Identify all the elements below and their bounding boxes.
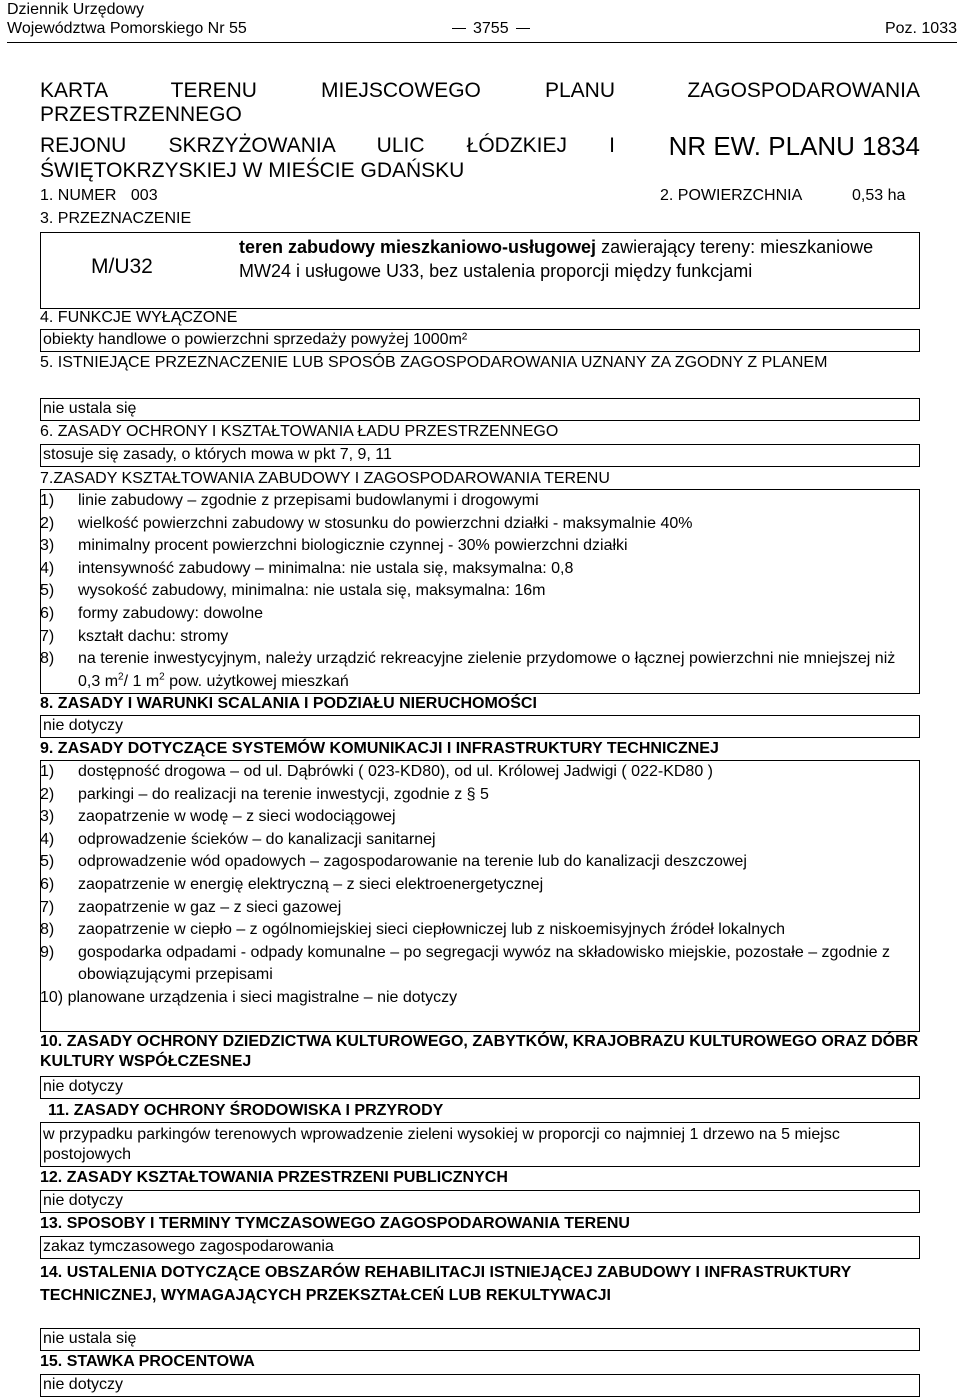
- title-line4: ŚWIĘTOKRZYSKIEJ W MIEŚCIE GDAŃSKU: [40, 159, 465, 182]
- zone-symbol: M/U32: [91, 255, 153, 278]
- list-item: 7) kształt dachu: stromy: [40, 627, 229, 645]
- title-line3-left: REJONU SKRZYŻOWANIA ULIC ŁÓDZKIEJ I: [40, 134, 615, 157]
- list-item: 7) zaopatrzenie w gaz – z sieci gazowej: [40, 898, 342, 916]
- page-number: 3755: [445, 20, 537, 38]
- funkcje-label: 4. FUNKCJE WYŁĄCZONE: [40, 309, 238, 326]
- province-issue: Województwa Pomorskiego Nr 55: [7, 20, 247, 37]
- powierzchnia-row: [660, 187, 906, 205]
- stawka-value: nie dotyczy: [40, 1374, 920, 1397]
- dziedzictwo-label: 10. ZASADY OCHRONY DZIEDZICTWA KULTUROWEGO, ZABYTKÓW, KRAJOBRAZU KULTUROWEGO ORAZ DÓBR KULTURY WSPÓŁCZESNEJ: [40, 1033, 919, 1070]
- numer-value: 003: [130, 187, 158, 204]
- zone-description-rest: zawierający tereny: mieszkaniowe MW24 i usługowe U33, bez ustalenia proporcji między funkcjami: [239, 237, 874, 281]
- scalanie-value: nie dotyczy: [40, 715, 920, 738]
- komunikacja-label: 9. ZASADY DOTYCZĄCE SYSTEMÓW KOMUNIKACJI I INFRASTRUKTURY TECHNICZNEJ: [40, 740, 719, 757]
- scalanie-label: 8. ZASADY I WARUNKI SCALANIA I PODZIAŁU NIERUCHOMOŚCI: [40, 695, 537, 712]
- title-line1-left: KARTA TERENU MIEJSCOWEGO PLANU: [40, 79, 615, 102]
- zone-description-bold: teren zabudowy mieszkaniowo-usługowej: [239, 237, 597, 257]
- zone-description: [239, 235, 899, 283]
- numer-label: 1. NUMER: [40, 187, 117, 204]
- powierzchnia-label: 2. POWIERZCHNIA: [660, 187, 803, 204]
- tymczasowe-label: 13. SPOSOBY I TERMINY TYMCZASOWEGO ZAGOSPODAROWANIA TERENU: [40, 1215, 630, 1232]
- list-item: 10) planowane urządzenia i sieci magistralne – nie dotyczy: [40, 988, 458, 1006]
- list-item: 4) odprowadzenie ścieków – do kanalizacji sanitarnej: [40, 830, 436, 848]
- header-rule: [7, 42, 957, 43]
- funkcje-value: obiekty handlowe o powierzchni sprzedaży powyżej 1000m²: [40, 329, 920, 352]
- tymczasowe-value: zakaz tymczasowego zagospodarowania: [40, 1236, 920, 1259]
- list-item: 6) formy zabudowy: dowolne: [40, 604, 263, 622]
- istniejace-value: nie ustala się: [40, 398, 920, 421]
- list-item: 9) gospodarka odpadami - odpady komunalne – po segregacji wywóz na składowisko miejskie, pozostałe – zgodnie z obowiązującymi przepisami: [40, 943, 891, 984]
- title-line2: PRZESTRZENNEGO: [40, 103, 242, 126]
- list-item: 5) odprowadzenie wód opadowych – zagospodarowanie na terenie lub do kanalizacji deszczowej: [40, 853, 747, 871]
- rehabilitacja-value: nie ustala się: [40, 1328, 920, 1351]
- zabudowa-label: 7.ZASADY KSZTAŁTOWANIA ZABUDOWY I ZAGOSPODAROWANIA TERENU: [40, 470, 610, 487]
- publiczne-label: 12. ZASADY KSZTAŁTOWANIA PRZESTRZENI PUBLICZNYCH: [40, 1169, 508, 1186]
- list-item: 8) na terenie inwestycyjnym, należy urządzić rekreacyjne zielenie przydomowe o łącznej powierzchni nie mniejszej niż 0,3 $m^2/$ 1 $m^2$ pow. użytkowej mieszkań: [40, 650, 896, 690]
- stawka-label: 15. STAWKA PROCENTOWA: [40, 1353, 255, 1370]
- powierzchnia-value: 0,53 ha: [852, 187, 906, 204]
- srodowisko-value: w przypadku parkingów terenowych wprowadzenie zieleni wysokiej w proporcji co najmniej 1 drzewo na 5 miejsc postojowych: [40, 1122, 920, 1167]
- istniejace-label: 5. ISTNIEJĄCE PRZEZNACZENIE LUB SPOSÓB ZAGOSPODAROWANIA UZNANY ZA ZGODNY Z PLANEM: [40, 354, 828, 371]
- list-item: 2) parkingi – do realizacji na terenie inwestycji, zgodnie z § 5: [40, 785, 489, 803]
- position-number: Poz. 1033: [884, 20, 957, 37]
- przeznaczenie-label: 3. PRZEZNACZENIE: [40, 210, 192, 227]
- przeznaczenie-box: [40, 232, 920, 309]
- list-item: 2) wielkość powierzchni zabudowy w stosunku do powierzchni działki - maksymalnie 40%: [40, 514, 693, 532]
- ochrona-ladu-value: stosuje się zasady, o których mowa w pkt 7, 9, 11: [40, 444, 920, 467]
- ochrona-ladu-label: 6. ZASADY OCHRONY I KSZTAŁTOWANIA ŁADU PRZESTRZENNEGO: [40, 423, 559, 440]
- numer-row: [40, 187, 158, 205]
- list-item: 1) dostępność drogowa – od ul. Dąbrówki ( 023-KD80), od ul. Królowej Jadwigi ( 022-KD80 ): [40, 763, 713, 780]
- publiczne-value: nie dotyczy: [40, 1190, 920, 1213]
- plan-number: NR EW. PLANU 1834: [668, 131, 920, 161]
- list-item: 5) wysokość zabudowy, minimalna: nie ustala się, maksymalna: 16m: [40, 582, 546, 600]
- list-item: 3) minimalny procent powierzchni biologicznie czynnej - 30% powierzchni działki: [40, 537, 628, 555]
- srodowisko-label: 11. ZASADY OCHRONY ŚRODOWISKA I PRZYRODY: [48, 1102, 444, 1119]
- zabudowa-list: [40, 490, 920, 693]
- list-item: 6) zaopatrzenie w energię elektryczną – z sieci elektroenergetycznej: [40, 875, 544, 893]
- journal-name: Dziennik Urzędowy: [7, 1, 144, 18]
- list-item: 4) intensywność zabudowy – minimalna: nie ustala się, maksymalna: 0,8: [40, 559, 574, 577]
- list-item: 3) zaopatrzenie w wodę – z sieci wodociągowej: [40, 808, 396, 826]
- list-item: 1) linie zabudowy – zgodnie z przepisami budowlanymi i drogowymi: [40, 492, 539, 509]
- title-line1-right: ZAGOSPODAROWANIA: [687, 79, 920, 102]
- dziedzictwo-value: nie dotyczy: [40, 1076, 920, 1099]
- rehabilitacja-label: 14. USTALENIA DOTYCZĄCE OBSZARÓW REHABILITACJI ISTNIEJĄCEJ ZABUDOWY I INFRASTRUKTURY TECHNICZNEJ, WYMAGAJĄCYCH PRZEKSZTAŁCEŃ LUB REKULTYWACJI: [40, 1264, 851, 1304]
- komunikacja-list: [40, 761, 920, 1010]
- page-header: [7, 0, 957, 44]
- list-item: 8) zaopatrzenie w ciepło – z ogólnomiejskiej sieci ciepłowniczej lub z niskoemisyjnych źródeł lokalnych: [40, 921, 785, 939]
